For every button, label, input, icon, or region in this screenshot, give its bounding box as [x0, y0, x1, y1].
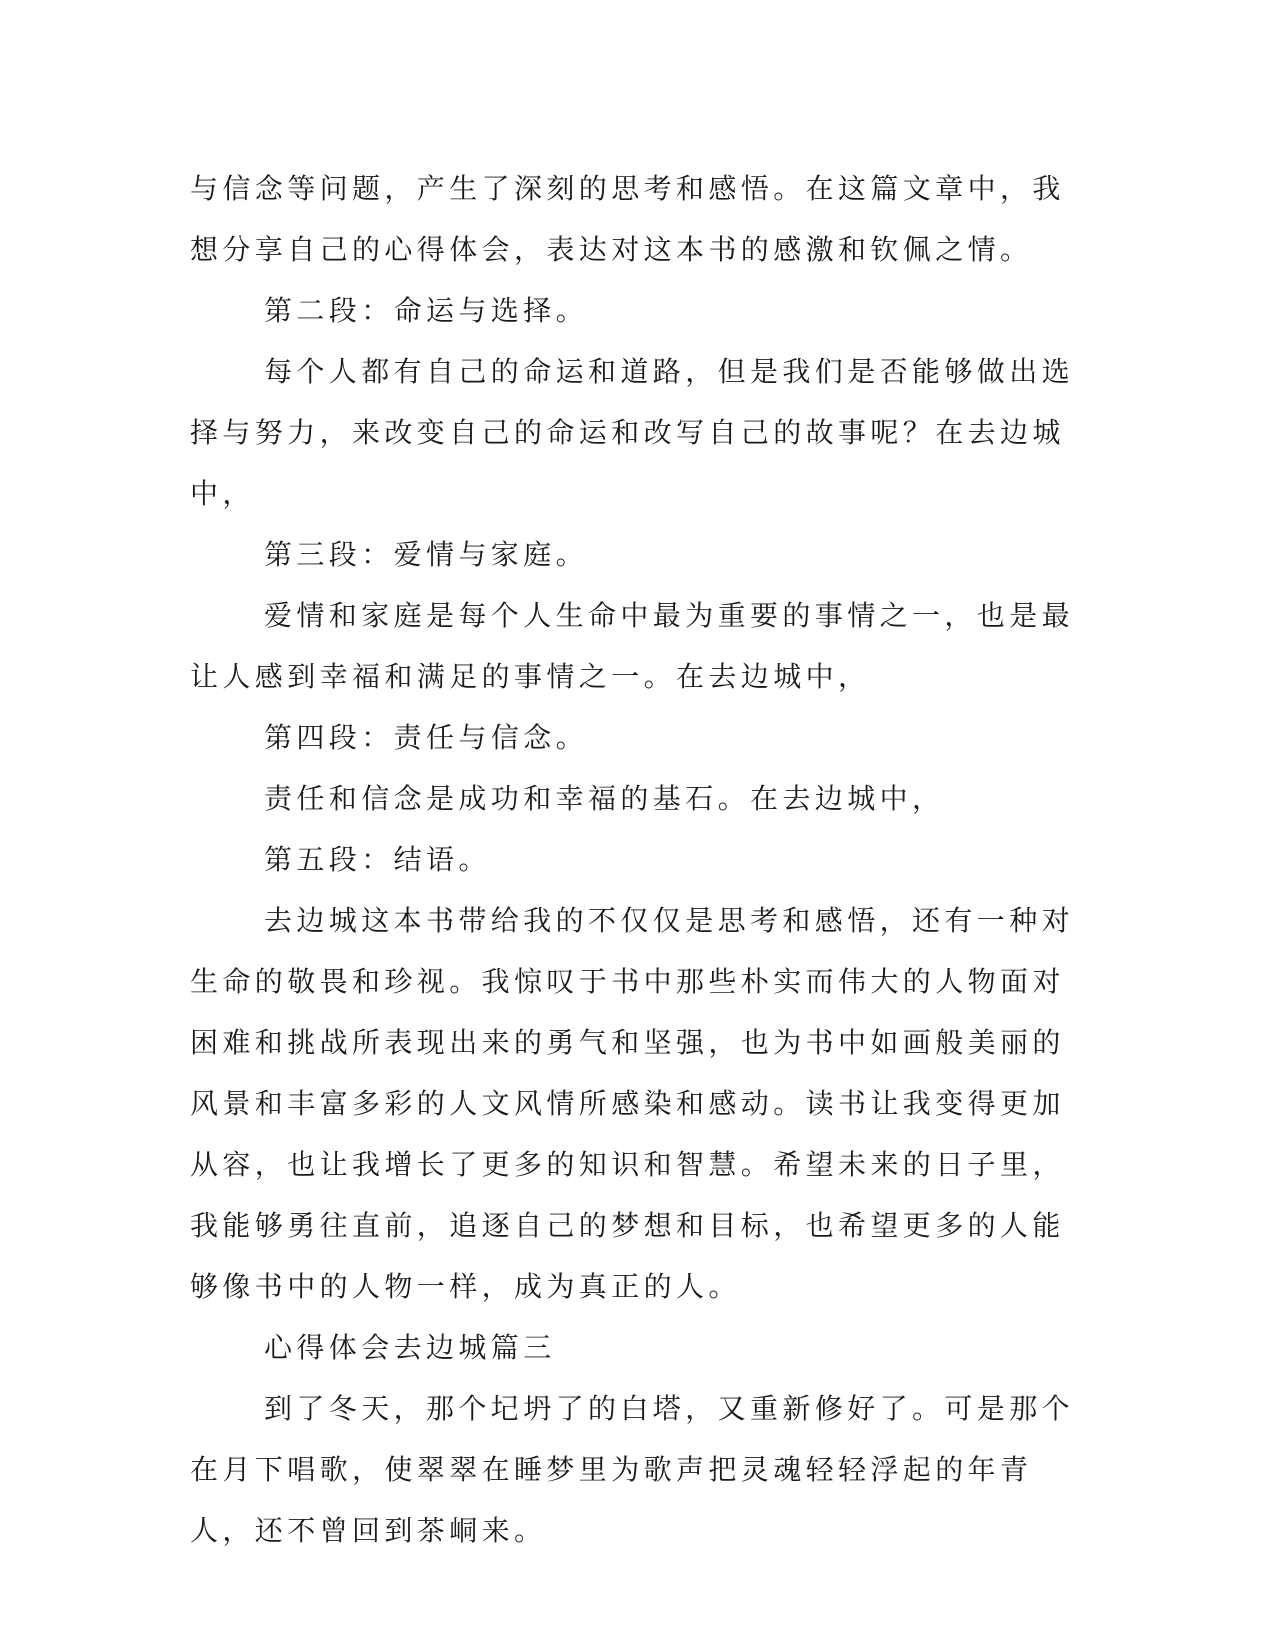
paragraph-section-2: 每个人都有自己的命运和道路，但是我们是否能够做出选择与努力，来改变自己的命运和改写自己的故事呢？在去边城中，: [190, 355, 1075, 510]
paragraph-section-4: 责任和信念是成功和幸福的基石。在去边城中，: [264, 782, 945, 815]
heading-section-5: 第五段：结语。: [264, 843, 491, 876]
paragraph-section-5: 去边城这本书带给我的不仅仅是思考和感悟，还有一种对生命的敬畏和珍视。我惊叹于书中那些朴实而伟大的人物面对困难和挑战所表现出来的勇气和坚强，也为书中如画般美丽的风景和丰富多彩的人文风情所感染和感动。读书让我变得更加从容，也让我增长了更多的知识和智慧。希望未来的日子里，我能够勇往直前，追逐自己的梦想和目标，也希望更多的人能够像书中的人物一样，成为真正的人。: [190, 904, 1075, 1303]
paragraph-section-3: 爱情和家庭是每个人生命中最为重要的事情之一，也是最让人感到幸福和满足的事情之一。在去边城中，: [190, 599, 1075, 693]
paragraph-intro-continued: 与信念等问题，产生了深刻的思考和感悟。在这篇文章中，我想分享自己的心得体会，表达对这本书的感激和钦佩之情。: [190, 172, 1065, 266]
article-title: 心得体会去边城篇三: [264, 1331, 556, 1364]
heading-section-4: 第四段：责任与信念。: [264, 721, 589, 754]
heading-section-2: 第二段：命运与选择。: [264, 294, 589, 327]
paragraph-article-3: 到了冬天，那个圮坍了的白塔，又重新修好了。可是那个在月下唱歌，使翠翠在睡梦里为歌声把灵魂轻轻浮起的年青人，还不曾回到茶峒来。: [190, 1392, 1075, 1547]
heading-section-3: 第三段：爱情与家庭。: [264, 538, 589, 571]
document-body: [190, 158, 1080, 1561]
